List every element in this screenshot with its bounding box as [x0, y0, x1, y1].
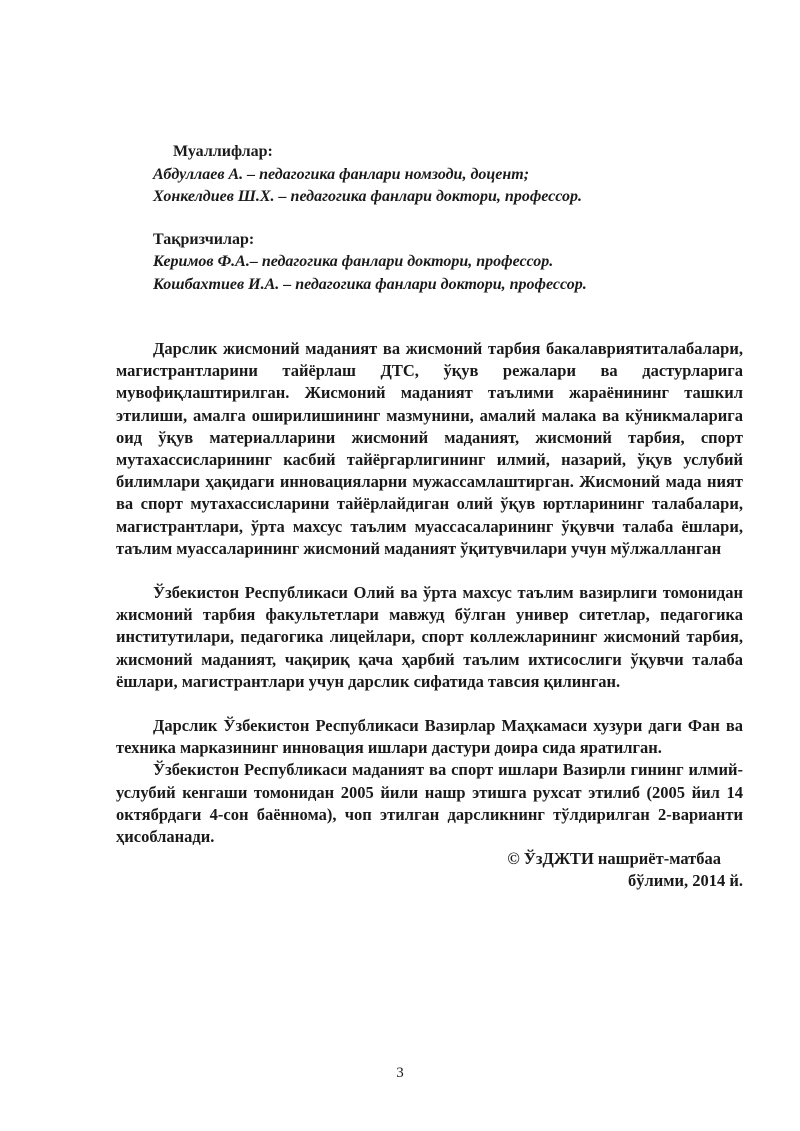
author-entry: Абдуллаев А. – педагогика фанлари номзоди, доцент; — [153, 165, 530, 183]
author-entry: Хонкелдиев Ш.Х. – педагогика фанлари доктори, профессор. — [153, 188, 582, 205]
paragraph-description: Дарслик жисмоний маданият ва жисмоний тарбия бакалавриятиталабалари, магистрантларини тайёрлаш ДТС, ўқув режалари ва дастурларига мувофиқлаштирилган. Жисмоний маданият таълими жараёнининг ташкил этилиши, амалга оширилишининг мазмунини, амалий малака ва кўникмаларига оид ўқув материалларини жисмоний маданият, жисмоний тарбия, спорт мутахассисларининг касбий тайёргарлигининг илмий, назарий, ўқув услубий билимлари ҳақидаги инновацияларни мужассамлаштирган. Жисмоний мада ният ва спорт мутахассисларини тайёрлайдиган олий ўқув юртларининг талабалари, магистрантлари, ўрта махсус таълим муассасаларининг ўқувчи талаба ёшлари, таълим муассаларининг жисмоний маданият ўқитувчилари учун мўлжалланган — [116, 339, 743, 558]
reviewers-heading: Тақризчилар: — [153, 230, 255, 248]
credits-block — [153, 141, 753, 296]
publisher-line-1: © ЎзДЖТИ нашриёт-матбаа — [507, 849, 721, 869]
reviewer-entry: Керимов Ф.А.– педагогика фанлари доктори, профессор. — [153, 253, 554, 270]
paragraph-approval: Ўзбекистон Республикаси маданият ва спорт ишлари Вазирли гининг илмий-услубий кенгаши томонидан 2005 йили нашр этишга рухсат этилиб (2005 йил 14 октябрдаги 4-сон баённома), чоп этилган дарсликнинг тўлдирилган 2-варианти ҳисобланади. — [116, 760, 743, 847]
paragraph-program: Дарслик Ўзбекистон Республикаси Вазирлар Маҳкамаси хузури даги Фан ва техника марказининг инновация ишлари дастури доира сида яратилган. — [116, 716, 743, 758]
body-text — [116, 338, 743, 893]
publisher-line-2: бўлими, 2014 й. — [627, 871, 743, 891]
authors-heading: Муаллифлар: — [173, 143, 273, 160]
page-number: 3 — [396, 1065, 404, 1081]
paragraph-recommendation: Ўзбекистон Республикаси Олий ва ўрта махсус таълим вазирлиги томонидан жисмоний тарбия факультетлари мавжуд бўлган универ ситетлар, педагогика институтилари, педагогика лицейлари, спорт коллежларининг жисмоний тарбия, жисмоний маданият, чақириқ қача ҳарбий таълим ихтисослиги ўқувчи талаба ёшлари, магистрантлари учун дарслик сифатида тавсия қилинган. — [116, 583, 743, 691]
reviewer-entry: Кошбахтиев И.А. – педагогика фанлари доктори, профессор. — [153, 275, 587, 293]
